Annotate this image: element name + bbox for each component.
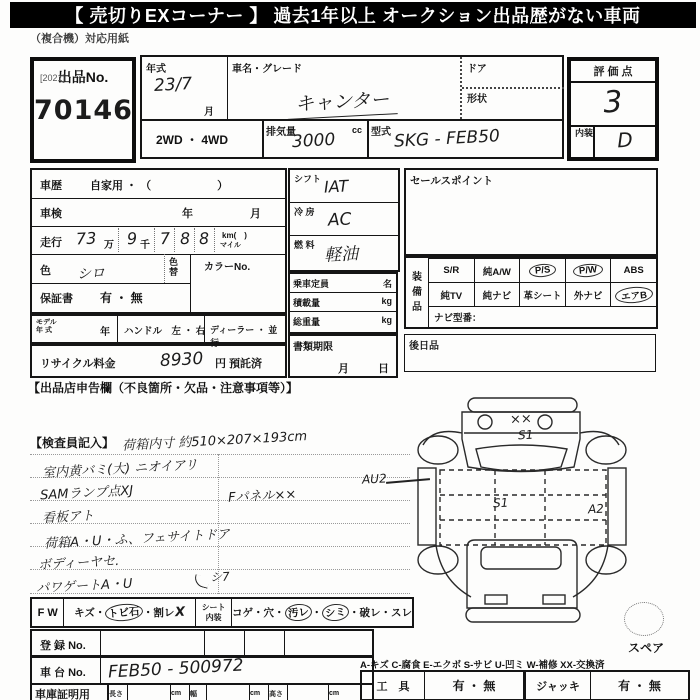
sales-point-box: [404, 168, 658, 256]
shape-label: 形状: [467, 94, 487, 105]
front-bumper: [468, 398, 577, 412]
doc-deadline-label: 書類期限: [293, 342, 333, 353]
mileage-d3: 8: [198, 228, 210, 249]
note-fpanel: Fパネル××: [227, 487, 297, 506]
equip-airbag: エアB: [610, 282, 656, 306]
equip-navi: 純ナビ: [474, 282, 520, 306]
right-mirror: [538, 415, 552, 429]
model-code-value: SKG - FEB50: [393, 126, 501, 152]
lot-number: 70146: [34, 95, 133, 126]
door-label: ドア: [467, 64, 487, 75]
rear-bumper: [466, 608, 580, 622]
year-label: 年式: [146, 64, 166, 75]
right-rail: [608, 468, 626, 545]
note-body: ボディーヤセ.: [37, 553, 120, 574]
fw-seat-row: [30, 597, 414, 628]
seat-note-arrow: [193, 574, 210, 589]
fw-items: キズ・ トビ石 ・割レ X: [64, 599, 196, 626]
gross-unit: kg: [381, 315, 392, 325]
recycle-unit: 円 預託済: [215, 358, 263, 370]
sales-point-label: セールスポイント: [410, 175, 494, 187]
inspector-label: 【検査員記入】: [30, 436, 115, 450]
shift-label: シフト: [294, 174, 322, 184]
shift-value: IAT: [323, 176, 349, 197]
payload-unit: kg: [381, 296, 392, 306]
fuel-value: 軽油: [323, 244, 359, 266]
model-code-label: 型式: [371, 127, 391, 138]
color-no-label: カラーNo.: [204, 262, 251, 273]
color-label: 色: [40, 265, 51, 277]
history-table: [30, 168, 287, 314]
gross-label: 総重量: [293, 317, 321, 327]
cargo-bed: [440, 470, 606, 545]
dealer-label: ディーラー ・ 並行: [210, 325, 278, 348]
mileage-man: 73: [75, 228, 97, 249]
inspector-area: [30, 428, 410, 598]
mile-unit: マイル: [220, 242, 241, 249]
tools-row: [360, 670, 690, 700]
equip-abs: ABS: [610, 258, 656, 282]
later-items-label: 後日品: [409, 341, 439, 352]
windshield: [476, 445, 567, 471]
rear-right-tire: [586, 546, 626, 574]
paper-note: （複合機）対応用紙: [30, 33, 129, 45]
doc-day: 日: [378, 363, 389, 375]
garage-cm1: cm: [171, 685, 190, 700]
drive-type: 2WD ・ 4WD: [156, 133, 229, 147]
man-unit: 万: [104, 240, 114, 251]
shaken-month: 月: [250, 208, 261, 220]
sen-unit: 千: [140, 240, 150, 251]
mark-front-s1: S1: [517, 427, 534, 443]
chassis-value: FEB50 - 500972: [107, 655, 245, 683]
seat-interior-label: シート 内装: [196, 599, 232, 626]
equip-aw: 純A/W: [474, 258, 520, 282]
jack-label: ジャッキ: [526, 672, 591, 699]
name-label: 車名・グレード: [232, 64, 302, 75]
mileage-d1: 7: [159, 228, 171, 249]
mileage-sen: 9: [126, 228, 138, 249]
mileage-d2: 8: [179, 228, 191, 249]
equip-tv: 純TV: [428, 282, 474, 306]
shaken-label: 車検: [40, 208, 62, 220]
payload-label: 積載量: [293, 298, 321, 308]
equipment-label: 装 備 品: [412, 272, 422, 313]
banner-text: 【 売切りEXコーナー 】 過去1年以上 オークション出品歴がない車両: [65, 6, 641, 26]
equip-leather: 革シート: [519, 282, 565, 306]
lot-label: 出品No.: [57, 69, 109, 85]
vehicle-info-table: [140, 55, 564, 159]
interior-grade: D: [616, 127, 634, 153]
rear-window: [481, 547, 561, 569]
left-skirt: [436, 545, 471, 597]
doc-month: 月: [338, 363, 349, 375]
recycle-value: 8930: [159, 348, 204, 372]
km-unit: km( ): [222, 231, 247, 240]
declaration-label: 【出品店申告欄（不良箇所・欠品・注意事項等）】: [28, 381, 299, 395]
right-fender: [580, 432, 619, 446]
equipment-box: [404, 256, 658, 329]
tools-value: 有 ・ 無: [425, 672, 526, 699]
fw-crack-mark: X: [174, 604, 186, 621]
later-items-box: [404, 334, 656, 372]
ac-label: 冷 房: [294, 207, 315, 217]
left-tail-light: [485, 595, 507, 604]
equip-sr: S/R: [428, 258, 474, 282]
displacement-unit: cc: [352, 125, 363, 135]
name-value: キャンター: [286, 84, 398, 120]
note-cargo-size: 荷箱内寸 約510×207×193cm: [121, 429, 308, 454]
note-lamp: SAMランプ点XJ: [39, 483, 134, 504]
displacement-value: 3000: [291, 129, 336, 153]
shaken-year: 年: [182, 208, 193, 220]
note-seat: シ7: [209, 569, 231, 585]
displacement-label: 排気量: [266, 127, 296, 138]
right-tail-light: [543, 595, 565, 604]
lot-number-box: [30, 57, 136, 163]
handle-label: ハンドル 左 ・ 右: [124, 326, 206, 337]
jack-value: 有 ・ 無: [618, 679, 661, 693]
mark-left-au2: AU2: [361, 471, 387, 487]
fuel-label: 燃 料: [294, 240, 315, 250]
seat-items: コゲ・穴・ 汚レ ・ シミ ・破レ・スレ: [232, 599, 412, 626]
warranty-label: 保証書: [40, 293, 73, 305]
mileage-label: 走行: [40, 237, 62, 249]
warranty-value: 有 ・ 無: [100, 291, 143, 305]
damage-legend: A-キズ C-腐食 E-エクボ S-サビ U-凹ミ W-補修 XX-交換済: [360, 660, 605, 671]
shareki-value: 自家用 ・ （ ）: [90, 180, 229, 192]
model-label: モデル 年 式: [36, 319, 57, 335]
front-left-tire: [418, 436, 458, 464]
chassis-row: [30, 655, 374, 685]
recycle-label: リサイクル料金: [40, 358, 116, 370]
garage-cm3: cm: [329, 690, 340, 697]
capacity-box: [288, 272, 398, 334]
mark-bed-s1: S1: [492, 495, 509, 511]
garage-length-label: 長さ: [109, 685, 128, 700]
registration-row: [30, 629, 374, 658]
note-interior: 室内黄バミ(大) ニオイアリ: [41, 457, 199, 482]
color-change-label: 色替: [169, 257, 179, 278]
model-year-row: [30, 314, 287, 348]
chassis-label: 車 台 No.: [40, 667, 86, 679]
interior-label: 内装: [571, 127, 595, 157]
garage-height-label: 高さ: [269, 685, 288, 700]
capacity-label: 乗車定員: [293, 279, 330, 289]
spare-label: スペア: [628, 641, 665, 655]
truck-diagram: [413, 395, 695, 640]
garage-cm2: cm: [250, 685, 269, 700]
color-value: シロ: [76, 265, 106, 283]
note-gate: パワゲートA・U: [35, 576, 133, 597]
recycle-fee-box: [30, 344, 287, 378]
garage-label: 車庫証明用: [32, 685, 109, 700]
left-mirror: [478, 415, 492, 429]
month-unit: 月: [204, 107, 214, 118]
equip-ps: P/S: [519, 258, 565, 282]
rear-left-tire: [418, 546, 458, 574]
right-skirt: [573, 545, 608, 597]
navi-model-label: ナビ型番：: [428, 306, 656, 327]
equip-extnavi: 外ナビ: [565, 282, 611, 306]
rating-box: [567, 57, 659, 161]
shareki-label: 車歴: [40, 180, 62, 192]
garage-width-label: 幅: [190, 685, 207, 700]
front-right-tire: [586, 436, 626, 464]
note-sign: 看板アト: [41, 508, 95, 527]
shift-ac-fuel-box: [288, 168, 400, 272]
tools-label: 工 具: [362, 672, 425, 699]
model-year-unit: 年: [100, 327, 110, 338]
ac-value: AC: [327, 209, 353, 231]
garage-row: [30, 683, 374, 700]
doc-deadline-box: [288, 334, 398, 378]
lot-year-tag: [2021]: [40, 73, 66, 83]
mark-right-a2: A2: [587, 501, 605, 517]
banner: [10, 2, 696, 28]
note-cargo-dmg: 荷箱A・U・ふ、フェサイトドア: [43, 527, 231, 552]
year-value: 23/7: [153, 74, 193, 96]
fw-label: F W: [32, 599, 64, 626]
rating-label: 評 価 点: [571, 61, 655, 83]
registration-label: 登 録 No.: [40, 640, 86, 652]
mark-front-xx: ××: [509, 411, 533, 428]
equip-pw: P/W: [565, 258, 611, 282]
rating-score: 3: [602, 84, 624, 121]
capacity-unit: 名: [382, 279, 392, 289]
